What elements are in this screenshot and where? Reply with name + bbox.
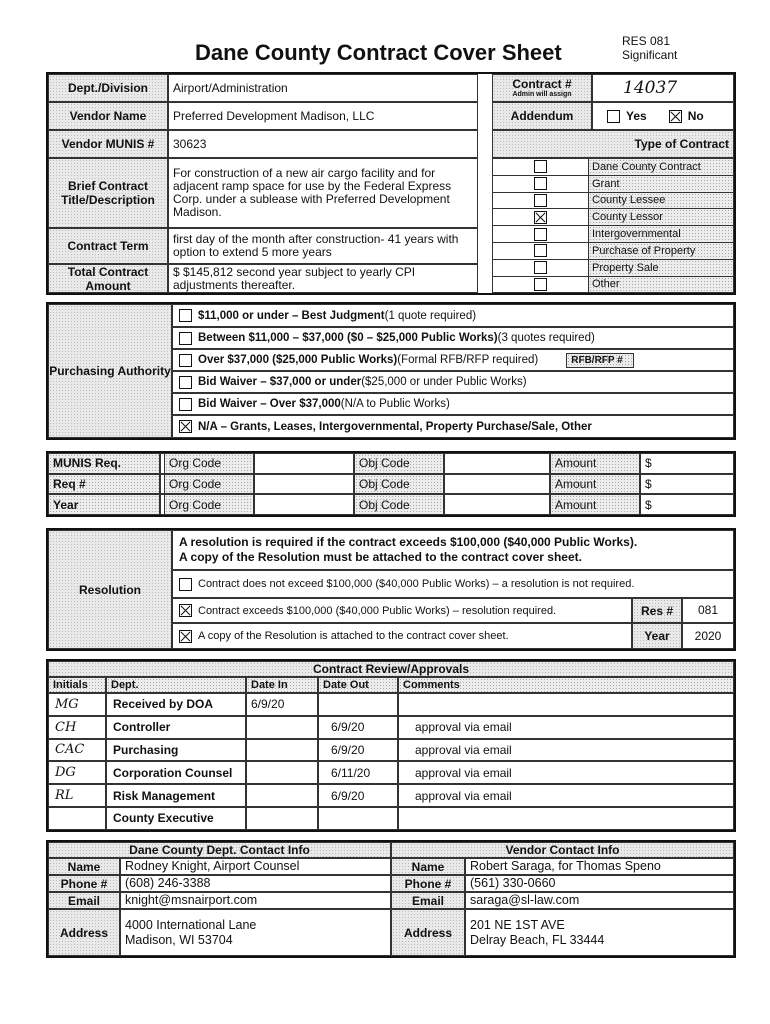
type-checkbox[interactable] bbox=[534, 244, 547, 257]
addendum-yes-label: Yes bbox=[626, 108, 647, 123]
opt6-bold: N/A – Grants, Leases, Intergovernmental, Property Purchase/Sale, Other bbox=[198, 420, 592, 433]
opt3-checkbox[interactable] bbox=[179, 354, 192, 367]
resolution-notice-1: A resolution is required if the contract exceeds $100,000 ($40,000 Public Works). bbox=[179, 535, 638, 549]
type-row bbox=[493, 209, 733, 226]
dept-label: Dept./Division bbox=[48, 74, 168, 102]
resolution-opt1 bbox=[172, 570, 734, 598]
contract-no-value: 14037 bbox=[592, 74, 734, 102]
res-opt1-text: Contract does not exceed $100,000 ($40,000 Public Works) – a resolution is not required. bbox=[198, 578, 635, 590]
review-cell-initials: CH bbox=[48, 716, 106, 739]
review-cell-date-out: 6/9/20 bbox=[318, 784, 398, 807]
vendor-addr-line2: Delray Beach, FL 33444 bbox=[470, 932, 605, 947]
review-cell-dept: County Executive bbox=[106, 807, 246, 830]
type-label-item: County Lessor bbox=[589, 209, 733, 225]
opt1-bold: $11,000 or under – Best Judgment bbox=[198, 309, 385, 322]
opt4-checkbox[interactable] bbox=[179, 376, 192, 389]
type-row bbox=[493, 226, 733, 243]
review-cell-date-in bbox=[246, 739, 318, 762]
res-opt2-text: Contract exceeds $100,000 ($40,000 Public Works) – resolution required. bbox=[198, 604, 557, 617]
res-opt1-checkbox[interactable] bbox=[179, 578, 192, 591]
opt5-rest: (N/A to Public Works) bbox=[340, 398, 450, 410]
munis-org: Org Code bbox=[164, 494, 254, 515]
purchasing-opt5 bbox=[172, 393, 734, 415]
type-label-item: Intergovernmental bbox=[589, 226, 733, 242]
res-number: RES 081 bbox=[622, 34, 671, 48]
dane-address-label: Address bbox=[48, 909, 120, 956]
munis-org: Org Code bbox=[164, 474, 254, 495]
review-header: Date Out bbox=[318, 677, 398, 693]
purchasing-opt4 bbox=[172, 371, 734, 393]
review-cell-dept: Corporation Counsel bbox=[106, 761, 246, 784]
review-cell-comment: approval via email bbox=[398, 761, 734, 784]
top-section bbox=[46, 72, 736, 295]
opt3-bold: Over $37,000 ($25,000 Public Works) bbox=[198, 354, 398, 366]
review-cell-dept: Risk Management bbox=[106, 784, 246, 807]
brief-value: For construction of a new air cargo facility and for adjacent ramp space for use by the Federal Express Corp. under a sublease with Preferred Development Madison. bbox=[168, 158, 478, 228]
type-label-item: County Lessee bbox=[589, 193, 733, 209]
vendor-name: Robert Saraga, for Thomas Speno bbox=[465, 858, 734, 875]
review-cell-dept: Purchasing bbox=[106, 739, 246, 762]
resolution-label: Resolution bbox=[48, 530, 172, 649]
type-label-item: Grant bbox=[589, 176, 733, 192]
res-opt3-checkbox[interactable] bbox=[179, 630, 192, 643]
type-row bbox=[493, 243, 733, 260]
dane-phone: (608) 246-3388 bbox=[120, 875, 391, 892]
review-cell-date-out bbox=[318, 693, 398, 716]
review-cell-initials: RL bbox=[48, 784, 106, 807]
dane-address bbox=[120, 909, 391, 956]
type-checkbox[interactable] bbox=[534, 177, 547, 190]
type-label-item: Dane County Contract bbox=[589, 159, 733, 175]
review-cell-date-in bbox=[246, 761, 318, 784]
purchasing-label: Purchasing Authority bbox=[48, 304, 172, 438]
type-row bbox=[493, 277, 733, 294]
term-value: first day of the month after construction- 41 years with option to extend 5 more years bbox=[168, 228, 478, 264]
review-cell-comment: approval via email bbox=[398, 784, 734, 807]
type-row bbox=[493, 193, 733, 210]
type-label: Type of Contract bbox=[492, 130, 734, 158]
review-cell-date-out: 6/11/20 bbox=[318, 761, 398, 784]
vendor-value: Preferred Development Madison, LLC bbox=[168, 102, 478, 130]
review-cell-dept: Controller bbox=[106, 716, 246, 739]
review-cell-initials bbox=[48, 807, 106, 830]
res-year-value: 2020 bbox=[682, 623, 734, 649]
rfb-label: RFB/RFP # bbox=[566, 353, 634, 368]
opt4-rest: ($25,000 or under Public Works) bbox=[361, 376, 527, 388]
total-value: $ $145,812 second year subject to yearly CPI adjustments thereafter. bbox=[168, 264, 478, 293]
type-list bbox=[492, 158, 734, 293]
addendum-no-checkbox[interactable] bbox=[669, 110, 682, 123]
vendor-phone-label: Phone # bbox=[391, 875, 465, 892]
dane-email-label: Email bbox=[48, 892, 120, 909]
review-header: Initials bbox=[48, 677, 106, 693]
review-cell-date-out: 6/9/20 bbox=[318, 739, 398, 762]
opt2-rest: (3 quotes required) bbox=[497, 332, 595, 344]
res-info bbox=[622, 34, 677, 62]
type-label-item: Purchase of Property bbox=[589, 243, 733, 259]
type-checkbox[interactable] bbox=[534, 211, 547, 224]
type-checkbox[interactable] bbox=[534, 228, 547, 241]
dane-addr-line1: 4000 International Lane bbox=[125, 917, 257, 932]
type-checkbox[interactable] bbox=[534, 194, 547, 207]
vendor-addr-line1: 201 NE 1ST AVE bbox=[470, 917, 565, 932]
vendor-email-label: Email bbox=[391, 892, 465, 909]
munis-obj: Obj Code bbox=[354, 474, 444, 495]
type-label-item: Property Sale bbox=[589, 260, 733, 276]
review-cell-dept: Received by DOA bbox=[106, 693, 246, 716]
resolution-notice-2: A copy of the Resolution must be attached to the contract cover sheet. bbox=[179, 550, 582, 564]
vendor-label: Vendor Name bbox=[48, 102, 168, 130]
review-cell-date-out: 6/9/20 bbox=[318, 716, 398, 739]
res-year-label: Year bbox=[632, 623, 682, 649]
munis-value: 30623 bbox=[168, 130, 478, 158]
vendor-contact-title: Vendor Contact Info bbox=[391, 842, 734, 858]
vendor-name-label: Name bbox=[391, 858, 465, 875]
res-level: Significant bbox=[622, 48, 678, 62]
review-cell-initials: MG bbox=[48, 693, 106, 716]
contacts-section bbox=[46, 840, 736, 958]
purchasing-opt1 bbox=[172, 304, 734, 327]
munis-section bbox=[46, 451, 736, 517]
munis-blank-cell bbox=[254, 474, 354, 495]
type-row bbox=[493, 159, 733, 176]
type-checkbox[interactable] bbox=[534, 160, 547, 173]
contract-no-sub: Admin will assign bbox=[512, 91, 572, 98]
type-checkbox[interactable] bbox=[534, 261, 547, 274]
dane-phone-label: Phone # bbox=[48, 875, 120, 892]
res-opt2-checkbox[interactable] bbox=[179, 604, 192, 617]
dane-addr-line2: Madison, WI 53704 bbox=[125, 932, 233, 947]
type-label-item: Other bbox=[589, 277, 733, 293]
review-header: Date In bbox=[246, 677, 318, 693]
review-cell-comment bbox=[398, 693, 734, 716]
munis-dollar: $ bbox=[640, 494, 734, 515]
dane-name: Rodney Knight, Airport Counsel bbox=[120, 858, 391, 875]
munis-amount: Amount bbox=[550, 453, 640, 474]
review-header: Dept. bbox=[106, 677, 246, 693]
total-label: Total Contract Amount bbox=[48, 264, 168, 293]
addendum-label: Addendum bbox=[492, 102, 592, 130]
munis-amount: Amount bbox=[550, 494, 640, 515]
term-label: Contract Term bbox=[48, 228, 168, 264]
res-no-label: Res # bbox=[632, 598, 682, 623]
addendum-yes-checkbox[interactable] bbox=[607, 110, 620, 123]
addendum-no-label: No bbox=[687, 108, 704, 123]
review-cell-comment: approval via email bbox=[398, 716, 734, 739]
purchasing-section bbox=[46, 302, 736, 440]
page-title: Dane County Contract Cover Sheet bbox=[195, 40, 562, 65]
review-cell-date-in bbox=[246, 807, 318, 830]
opt5-checkbox[interactable] bbox=[179, 398, 192, 411]
type-checkbox[interactable] bbox=[534, 278, 547, 291]
review-cell-initials: CAC bbox=[48, 739, 106, 762]
opt5-bold: Bid Waiver – Over $37,000 bbox=[198, 398, 341, 410]
munis-blank-cell bbox=[444, 453, 550, 474]
review-header: Comments bbox=[398, 677, 734, 693]
resolution-notice bbox=[172, 530, 734, 570]
munis-obj: Obj Code bbox=[354, 494, 444, 515]
dept-value: Airport/Administration bbox=[168, 74, 478, 102]
munis-munis_req: MUNIS Req. bbox=[48, 453, 160, 474]
vendor-phone: (561) 330-0660 bbox=[465, 875, 734, 892]
opt3-rest: (Formal RFB/RFP required) bbox=[397, 354, 539, 366]
review-cell-comment: approval via email bbox=[398, 739, 734, 762]
review-cell-comment bbox=[398, 807, 734, 830]
dane-name-label: Name bbox=[48, 858, 120, 875]
munis-dollar: $ bbox=[640, 453, 734, 474]
vendor-address-label: Address bbox=[391, 909, 465, 956]
type-row bbox=[493, 260, 733, 277]
type-row bbox=[493, 176, 733, 193]
munis-year: Year bbox=[48, 494, 160, 515]
vendor-address bbox=[465, 909, 734, 956]
res-opt3-text: A copy of the Resolution is attached to the contract cover sheet. bbox=[198, 630, 509, 642]
res-no-value: 081 bbox=[682, 598, 734, 623]
review-section bbox=[46, 659, 736, 832]
dane-contact-title: Dane County Dept. Contact Info bbox=[48, 842, 391, 858]
review-cell-initials: DG bbox=[48, 761, 106, 784]
review-cell-date-in bbox=[246, 784, 318, 807]
opt2-bold: Between $11,000 – $37,000 ($0 – $25,000 Public Works) bbox=[198, 332, 498, 344]
munis-org: Org Code bbox=[164, 453, 254, 474]
munis-blank-cell bbox=[444, 494, 550, 515]
munis-blank-cell bbox=[444, 474, 550, 495]
munis-blank-cell bbox=[254, 453, 354, 474]
opt2-checkbox[interactable] bbox=[179, 332, 192, 345]
munis-amount: Amount bbox=[550, 474, 640, 495]
opt1-rest: (1 quote required) bbox=[384, 309, 477, 322]
munis-obj: Obj Code bbox=[354, 453, 444, 474]
opt1-checkbox[interactable] bbox=[179, 309, 192, 322]
resolution-opt3 bbox=[172, 623, 632, 649]
opt4-bold: Bid Waiver – $37,000 or under bbox=[198, 376, 362, 388]
munis-req: Req # bbox=[48, 474, 160, 495]
addendum-options bbox=[592, 102, 734, 130]
review-cell-date-in bbox=[246, 716, 318, 739]
munis-blank-cell bbox=[254, 494, 354, 515]
dane-email: knight@msnairport.com bbox=[120, 892, 391, 909]
resolution-section bbox=[46, 528, 736, 651]
review-cell-date-out bbox=[318, 807, 398, 830]
opt6-checkbox[interactable] bbox=[179, 420, 192, 433]
review-cell-date-in: 6/9/20 bbox=[246, 693, 318, 716]
purchasing-opt2 bbox=[172, 327, 734, 349]
munis-dollar: $ bbox=[640, 474, 734, 495]
brief-label: Brief Contract Title/Description bbox=[48, 158, 168, 228]
vendor-email: saraga@sl-law.com bbox=[465, 892, 734, 909]
resolution-opt2 bbox=[172, 598, 632, 623]
munis-label: Vendor MUNIS # bbox=[48, 130, 168, 158]
review-title: Contract Review/Approvals bbox=[48, 661, 734, 677]
contract-no-label-text: Contract # bbox=[512, 77, 572, 91]
purchasing-opt6 bbox=[172, 415, 734, 438]
contract-no-label bbox=[492, 74, 592, 102]
purchasing-opt3 bbox=[172, 349, 734, 371]
